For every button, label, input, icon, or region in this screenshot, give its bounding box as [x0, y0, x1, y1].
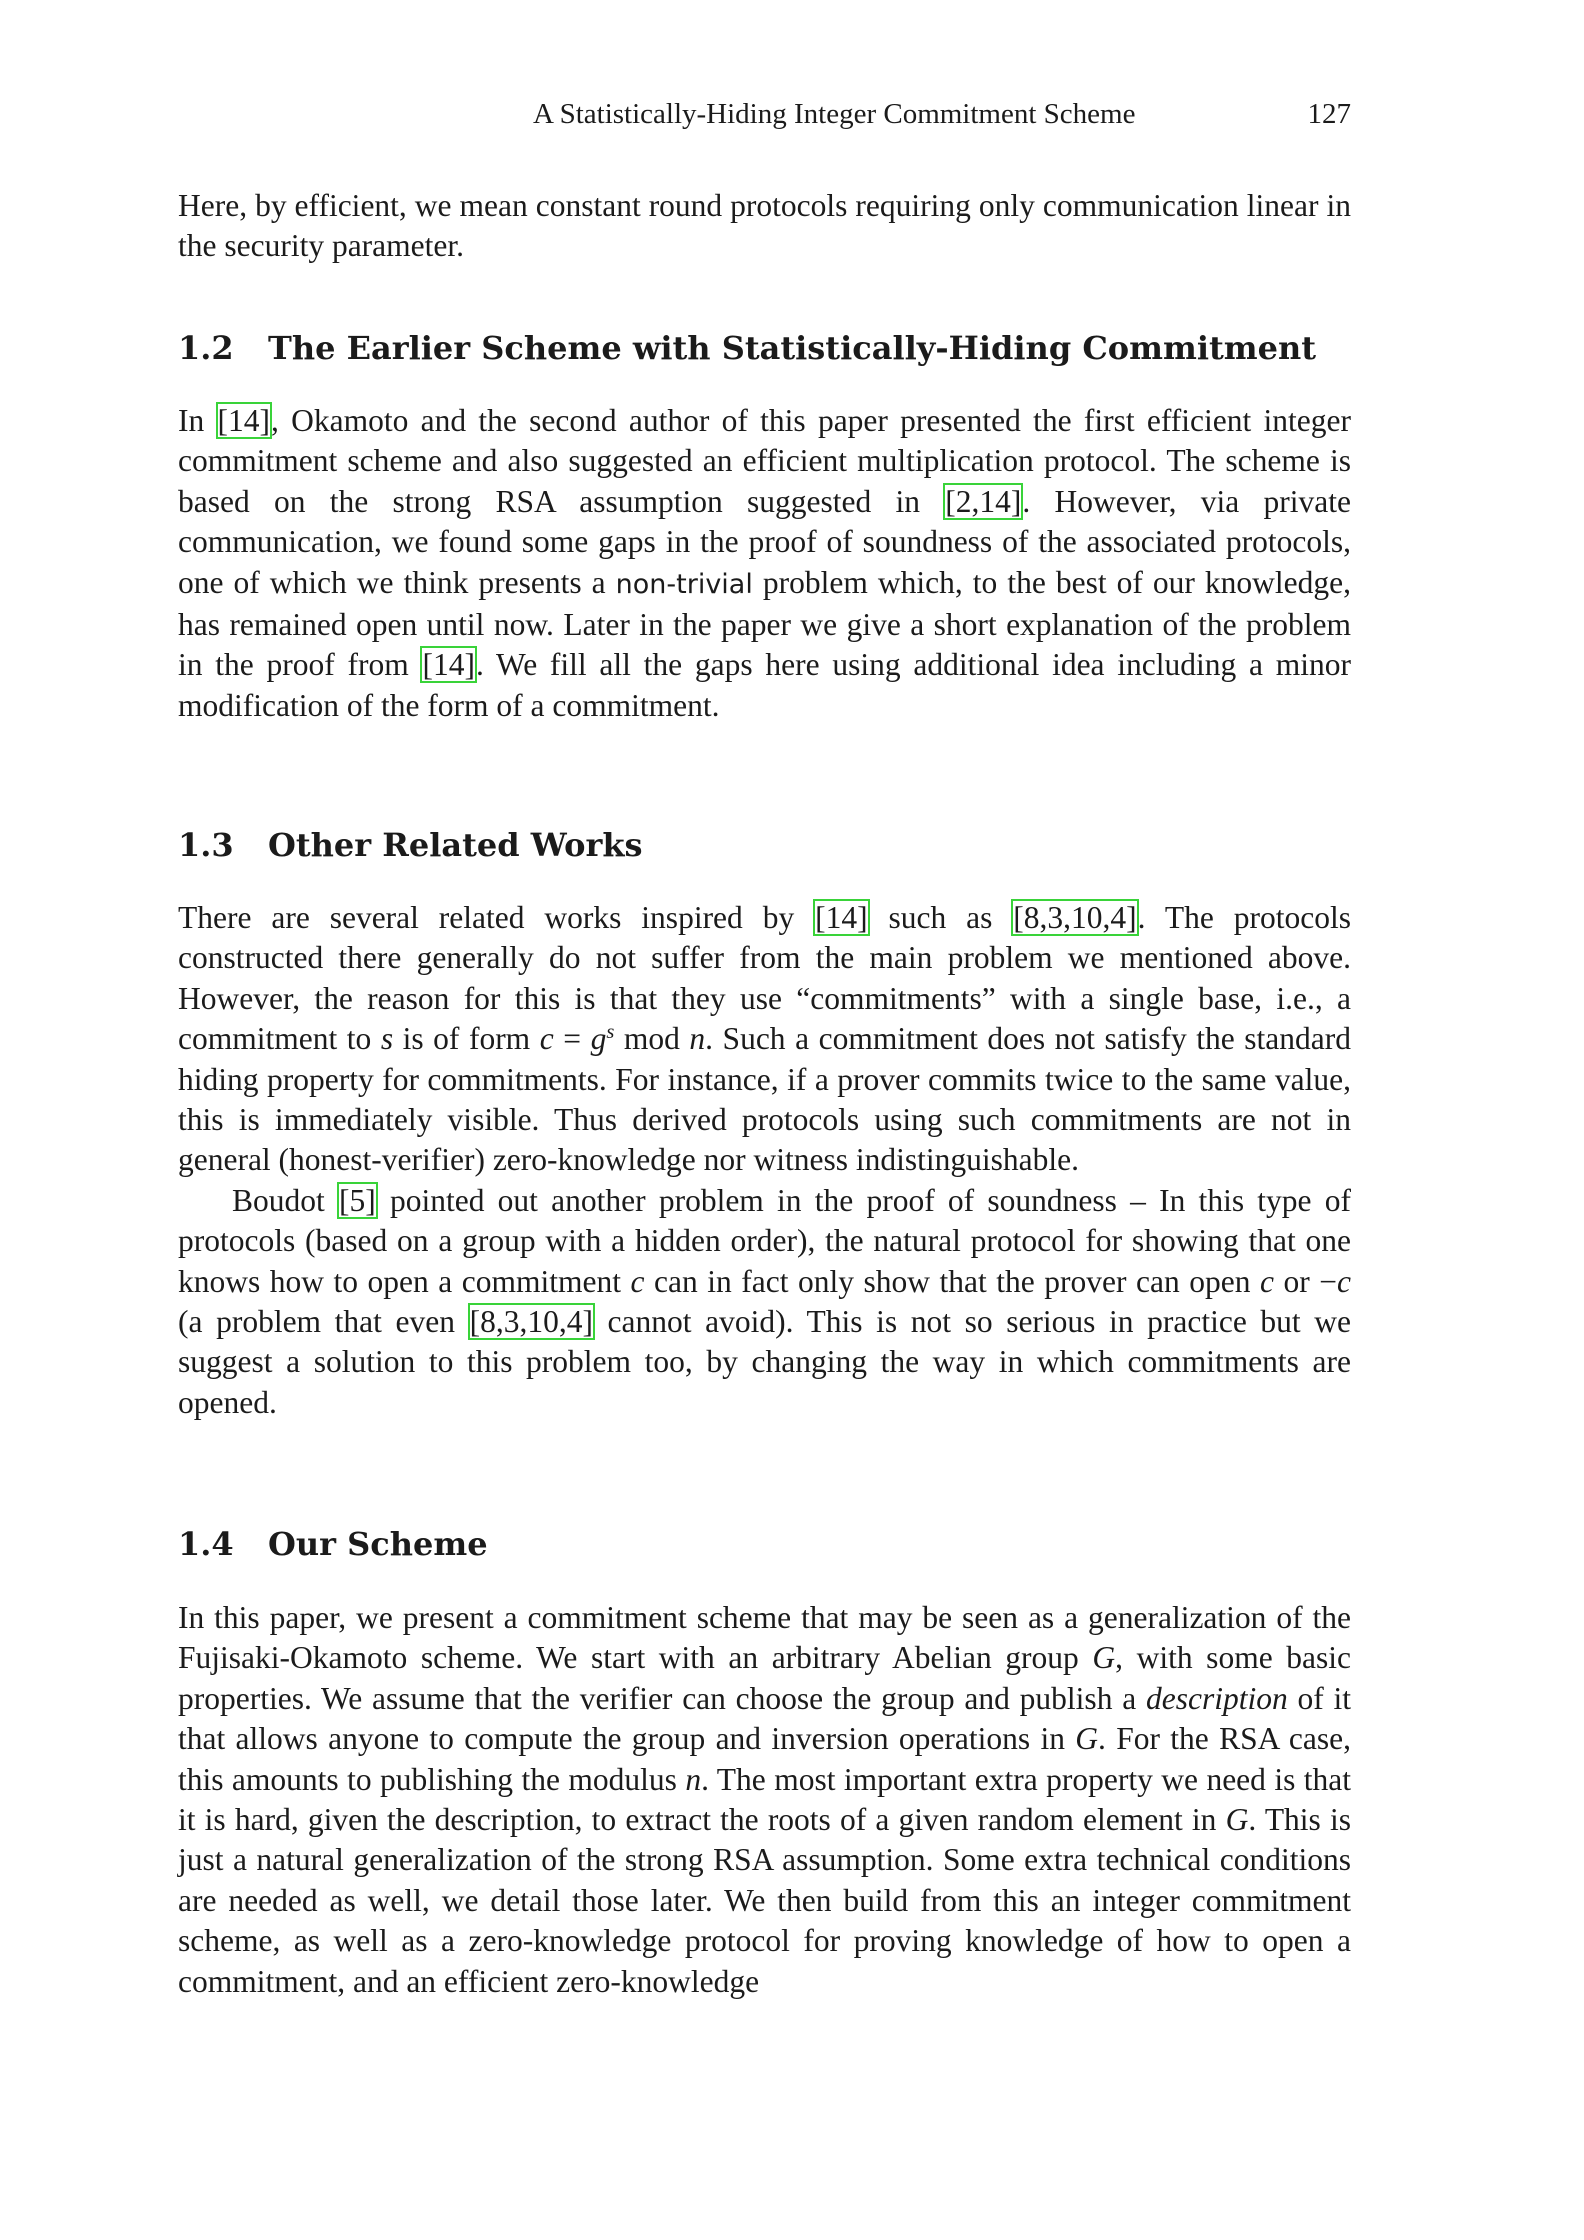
text-run: . We fill all the gaps here using additional idea including a minor modification of the form of a commitment. [178, 647, 1351, 723]
section-title: Our Scheme [268, 1525, 488, 1563]
math-exponent: s [606, 1020, 615, 1043]
text-run: . However, via private communication, we found some gaps in the proof of soundness of the associated protocols, one of which we think presents a [178, 483, 1351, 600]
math-var: g [590, 1021, 607, 1057]
math-var: c [1259, 1263, 1274, 1299]
text-run: of it that allows anyone to compute the group and inversion operations in [178, 1680, 1351, 1757]
section-number: 1.3 [178, 826, 234, 864]
math-var: G [1075, 1721, 1099, 1757]
text-run: pointed out another problem in the proof of soundness – In this type of protocols (based on a group with a hidden order), the natural protocol for showing that one knows how to open a commitment [178, 1182, 1351, 1299]
section-1-4 [178, 1524, 1351, 1564]
text-run: There are several related works inspired by [178, 900, 815, 935]
paragraph [178, 898, 1351, 1181]
running-header [533, 98, 1351, 138]
math-var: n [685, 1761, 702, 1797]
section-number: 1.2 [178, 329, 234, 367]
text-run: . The protocols constructed there generally do not suffer from the main problem we mentioned above. However, the reason for this is that they use “commitments” with a single base, i.e., a commitment to [178, 900, 1351, 1057]
citation-link[interactable]: [14] [815, 900, 868, 935]
text-run: Boudot [232, 1182, 338, 1218]
paragraph [178, 1181, 1351, 1423]
text-run: or − [1273, 1263, 1337, 1299]
section-title: Other Related Works [268, 826, 643, 864]
section-1-3-body [178, 898, 1351, 1423]
math-var: G [1092, 1640, 1116, 1676]
text-run: (a problem that even [178, 1304, 469, 1340]
math-var: s [380, 1021, 394, 1057]
section-1-2-body [178, 401, 1351, 726]
text-run: is of form [393, 1021, 540, 1057]
section-1-3 [178, 825, 1351, 865]
paragraph [178, 1598, 1351, 2002]
intro-paragraph: Here, by efficient, we mean constant round protocols requiring only communication linear in the security parameter. [178, 188, 1351, 264]
text-run: . For the RSA case, this amounts to publishing the modulus [178, 1721, 1352, 1797]
section-heading [178, 825, 1351, 865]
section-heading [178, 1524, 1351, 1564]
section-1-2 [178, 328, 1351, 368]
text-run: can in fact only show that the prover can open [644, 1263, 1260, 1299]
running-title: A Statistically-Hiding Integer Commitment Scheme [533, 98, 1136, 130]
math-var: c [539, 1021, 554, 1057]
math-var: c [630, 1263, 645, 1299]
section-number: 1.4 [178, 1525, 234, 1563]
section-title: The Earlier Scheme with Statistically-Hiding Commitment [268, 329, 1317, 367]
text-run: such as [868, 900, 1013, 935]
citation-link[interactable]: [14] [217, 403, 270, 438]
sans-text-run: non-trivial [615, 568, 753, 600]
text-run: , with some basic properties. We assume that the verifier can choose the group and publish a [178, 1640, 1351, 1716]
page-number: 127 [1307, 98, 1351, 130]
intro-paragraph-block [178, 186, 1351, 267]
text-run: = [553, 1021, 591, 1057]
text-run: In [178, 403, 217, 438]
text-run: cannot avoid). This is not so serious in practice but we suggest a solution to this problem too, by changing the way in which commitments are opened. [178, 1304, 1352, 1420]
text-run: , Okamoto and the second author of this paper presented the first efficient integer commitment scheme and also suggested an efficient multiplication protocol. The scheme is based on the strong RSA assumption suggested in [178, 403, 1351, 519]
citation-link[interactable]: [14] [422, 647, 475, 683]
text-run: . Such a commitment does not satisfy the standard hiding property for commitments. For instance, if a prover commits twice to the same value, this is immediately visible. Thus derived protocols using such commitments are not in general (honest-verifier) zero-knowledge nor witness indistinguishable. [178, 1021, 1351, 1178]
citation-link[interactable]: [5] [339, 1182, 376, 1218]
text-run: In this paper, we present a commitment scheme that may be seen as a generalization of the Fujisaki-Okamoto scheme. We start with an arbitrary Abelian group [178, 1600, 1351, 1676]
emphasis: description [1145, 1680, 1288, 1716]
section-heading [178, 328, 1351, 368]
paragraph [178, 401, 1351, 726]
citation-link[interactable]: [2,14] [945, 483, 1022, 519]
math-var: n [689, 1021, 706, 1057]
math-var: c [1337, 1263, 1351, 1299]
citation-link[interactable]: [8,3,10,4] [1013, 900, 1137, 935]
text-run: . The most important extra property we need is that it is hard, given the description, to extract the roots of a given random element in [178, 1761, 1351, 1838]
math-var: G [1225, 1802, 1249, 1838]
citation-link[interactable]: [8,3,10,4] [469, 1304, 593, 1340]
text-run: mod [614, 1021, 690, 1057]
text-run: . This is just a natural generalization of the strong RSA assumption. Some extra technical conditions are needed as well, we detail those later. We then build from this an integer commitment scheme, as well as a zero-knowledge protocol for proving knowledge of how to open a commitment, and an efficient zero-knowledge [178, 1802, 1351, 1999]
section-1-4-body [178, 1598, 1351, 2002]
text-run: problem which, to the best of our knowledge, has remained open until now. Later in the paper we give a short explanation of the problem in the proof from [178, 564, 1352, 683]
